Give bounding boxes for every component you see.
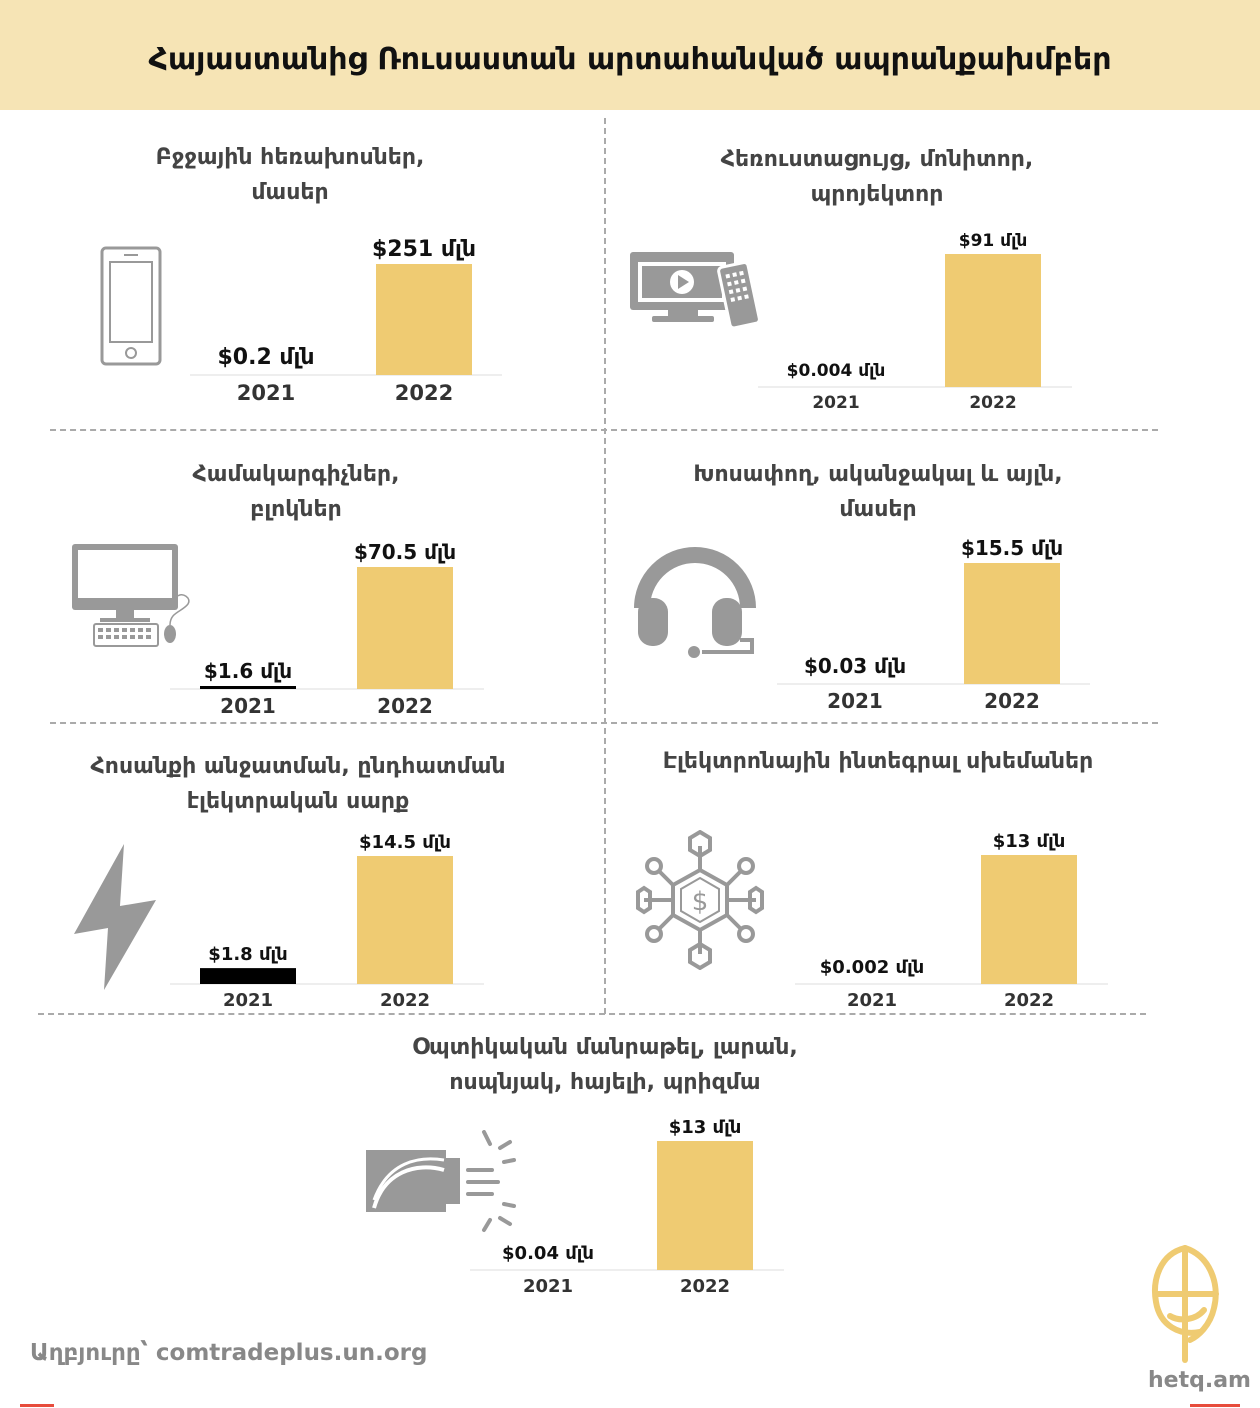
panel-title-text: Էլեկտրոնային ինտեգրալ սխեմաներ bbox=[662, 749, 1094, 774]
bar-2021 bbox=[200, 686, 296, 689]
data-label-2021: $0.2 մլն bbox=[217, 345, 315, 370]
data-label-2021: $0.04 մլն bbox=[502, 1243, 594, 1264]
data-label-2022: $70.5 մլն bbox=[353, 540, 457, 564]
data-label-2022: $14.5 մլն bbox=[359, 832, 451, 853]
panel-title-text: Համակարգիչներ, բլոկներ bbox=[192, 462, 400, 522]
category-label-2022: 2022 bbox=[969, 393, 1017, 413]
red-accent-line bbox=[20, 1404, 54, 1407]
data-label-2021: $1.8 մլն bbox=[208, 944, 288, 966]
bar-2022 bbox=[981, 855, 1077, 984]
bar-2022 bbox=[357, 567, 453, 689]
bar-2022 bbox=[657, 1141, 753, 1270]
page-title: Հայաստանից Ռուսաստան արտահանված ապրանքախմբեր bbox=[148, 42, 1112, 77]
bar-2022 bbox=[964, 563, 1060, 684]
category-label-2022: 2022 bbox=[679, 1276, 731, 1297]
bar-2022 bbox=[376, 264, 472, 375]
red-accent-line bbox=[1190, 1404, 1240, 1407]
category-label-2022: 2022 bbox=[394, 381, 454, 405]
category-label-2021: 2021 bbox=[522, 1276, 574, 1297]
panel-title-text: Խոսափող, ականջակալ և այլն, մասեր bbox=[693, 462, 1063, 522]
data-label-2021: $0.004 մլն bbox=[786, 361, 886, 381]
logo-text: hetq.am bbox=[1148, 1368, 1251, 1393]
category-label-2021: 2021 bbox=[846, 990, 898, 1011]
category-label-2022: 2022 bbox=[1003, 990, 1055, 1011]
svg-text:$: $ bbox=[691, 887, 709, 917]
data-label-2022: $15.5 մլն bbox=[960, 536, 1064, 560]
category-label-2021: 2021 bbox=[812, 393, 860, 413]
data-label-2022: $13 մլն bbox=[992, 831, 1066, 852]
category-label-2022: 2022 bbox=[984, 689, 1040, 713]
data-label-2022: $251 մլն bbox=[372, 237, 476, 262]
panel-title-text: Հեռուստացույց, մոնիտոր, պրոյեկտոր bbox=[720, 147, 1034, 207]
panel-title-text: Հոսանքի անջատման, ընդհատման էլեկտրական սարք bbox=[90, 754, 506, 814]
source-note: Աղբյուրը՝ comtradeplus.un.org bbox=[30, 1340, 428, 1366]
data-label-2021: $1.6 մլն bbox=[203, 659, 293, 683]
category-label-2021: 2021 bbox=[220, 694, 276, 718]
category-label-2021: 2021 bbox=[827, 689, 883, 713]
category-label-2022: 2022 bbox=[377, 694, 433, 718]
bar-2022 bbox=[357, 856, 453, 984]
panel-title-text: Բջջային հեռախոսներ, մասեր bbox=[155, 145, 425, 205]
bar-2021 bbox=[200, 968, 296, 984]
category-label-2022: 2022 bbox=[379, 990, 431, 1011]
category-label-2021: 2021 bbox=[236, 381, 296, 405]
data-label-2022: $13 մլն bbox=[668, 1117, 742, 1138]
hetq-logo-icon bbox=[1140, 1240, 1230, 1370]
bar-2022 bbox=[945, 254, 1041, 387]
data-label-2021: $0.03 մլն bbox=[803, 654, 907, 678]
data-label-2021: $0.002 մլն bbox=[819, 957, 925, 978]
data-label-2022: $91 մլն bbox=[958, 231, 1028, 251]
panel-title-text: Օպտիկական մանրաթել, լարան, ոսպնյակ, հայելի, պրիզմա bbox=[412, 1035, 798, 1095]
category-label-2021: 2021 bbox=[222, 990, 274, 1011]
